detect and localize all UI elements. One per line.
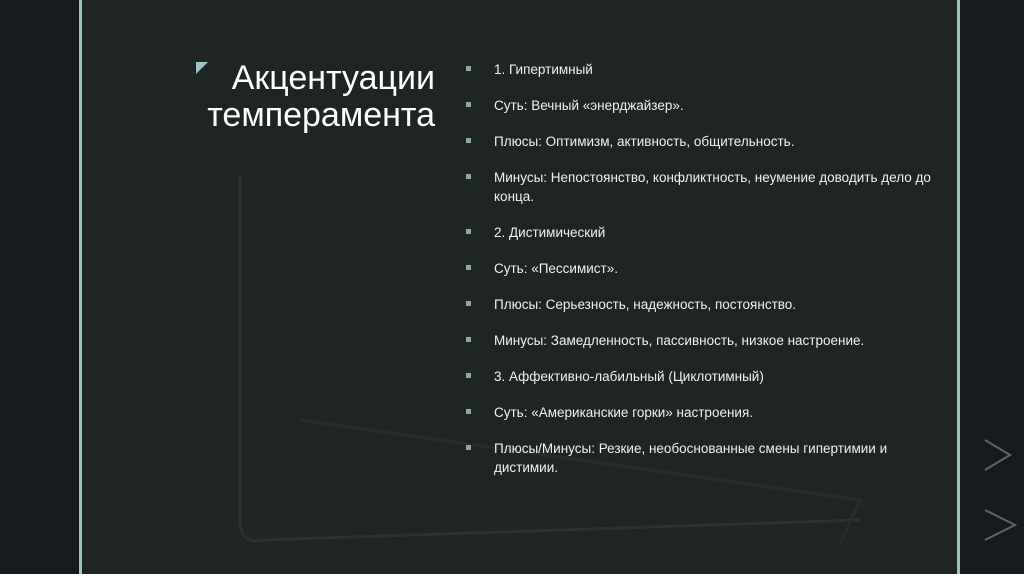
bullet-icon — [466, 102, 471, 107]
bullet-icon — [466, 66, 471, 71]
bullet-icon — [466, 409, 471, 414]
list-item-text: Суть: Вечный «энерджайзер». — [494, 98, 684, 113]
list-item — [466, 367, 936, 386]
list-item — [466, 168, 936, 206]
list-item — [466, 331, 936, 350]
title-line-2: темперамента — [207, 96, 435, 134]
bullet-icon — [466, 174, 471, 179]
chevron-right-icon — [985, 510, 1015, 540]
list-item-text: Суть: «Американские горки» настроения. — [494, 405, 754, 420]
list-item-text: Минусы: Непостоянство, конфликтность, неумение доводить дело до конца. — [494, 170, 931, 204]
list-item — [466, 439, 936, 477]
list-item-text: Плюсы: Оптимизм, активность, общительность. — [494, 134, 795, 149]
list-item — [466, 295, 936, 314]
bullet-icon — [466, 229, 471, 234]
list-item-text: 3. Аффективно-лабильный (Циклотимный) — [494, 369, 764, 384]
list-item — [466, 223, 936, 242]
bullet-icon — [466, 265, 471, 270]
bullet-list — [466, 60, 936, 494]
list-item — [466, 403, 936, 422]
bullet-icon — [466, 445, 471, 450]
list-item-text: Плюсы: Серьезность, надежность, постоянство. — [494, 297, 797, 312]
list-item-text: 2. Дистимический — [494, 225, 606, 240]
bullet-icon — [466, 373, 471, 378]
list-item — [466, 96, 936, 115]
slide-title — [200, 60, 435, 134]
title-line-1: Акцентуации — [231, 59, 435, 97]
list-item — [466, 60, 936, 79]
list-item-text: Суть: «Пессимист». — [494, 261, 618, 276]
list-item-text: Минусы: Замедленность, пассивность, низкое настроение. — [494, 333, 865, 348]
bullet-icon — [466, 138, 471, 143]
list-item-text: 1. Гипертимный — [494, 62, 593, 77]
list-item — [466, 259, 936, 278]
bullet-icon — [466, 301, 471, 306]
chevron-right-icon — [985, 440, 1010, 470]
list-item-text: Плюсы/Минусы: Резкие, необоснованные смены гипертимии и дистимии. — [494, 441, 888, 475]
list-item — [466, 132, 936, 151]
bullet-icon — [466, 337, 471, 342]
